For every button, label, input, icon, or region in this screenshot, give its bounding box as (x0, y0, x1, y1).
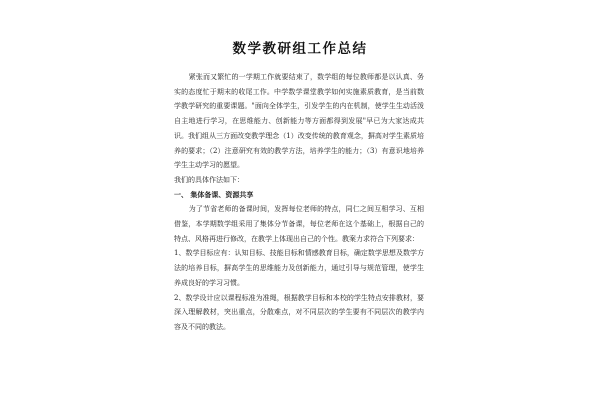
paragraph-item-2: 2、数学设计应以课程标准为准绳，根据教学目标和本校的学生特点安排教材，要深入理解教材，突出重点，分散难点，对不同层次的学生要有不同层次的教学内容及不同的教法。 (174, 293, 424, 331)
paragraph-collective-prep: 为了节省老师的备课时间，发挥每位老师的特点，同仁之间互相学习、互相借鉴，本学期数学组采用了集体分节备课，每位老师在这个基础上，根据自己的特点、风格再进行修改，在教学上体现出自己的个性。教案力求符合下列要求： (174, 205, 424, 243)
paragraph-intro: 紧张而又繁忙的一学期工作就要结束了，数学组的每位教师都是以认真、务实的态度忙于期末的收尾工作。中学数学课堂教学如何实施素质教育，是当前数学教学研究的重要课题。"面向全体学生，引发学生的内在机制，使学生生动活泼自主地进行学习，在思维能力、创新能力等方面都得到发展"早已为大家达成共识。我们组从三方面改变教学理念（1）改变传统的教育观念，摒高对学生素质培养的要求；（2）注意研究有效的教学方法，培养学生的能力；（3）有意识地培养学生主动学习的愿望。 (174, 73, 424, 170)
document-body (174, 70, 424, 335)
document-title: 数学教研组工作总结 (232, 41, 368, 57)
paragraph-method-intro: 我们的具体作法如下： (174, 175, 244, 184)
section-heading: 一、 集体备课、资源共享 (174, 189, 254, 199)
paragraph-item-1: 1、数学目标应有：认知目标、技能目标和情感教育目标，确定数学思想及数学方法的培养目标，摒高学生的思维能力及创新能力，通过引导与规范管理，使学生养成良好的学习习惯。 (174, 249, 424, 287)
